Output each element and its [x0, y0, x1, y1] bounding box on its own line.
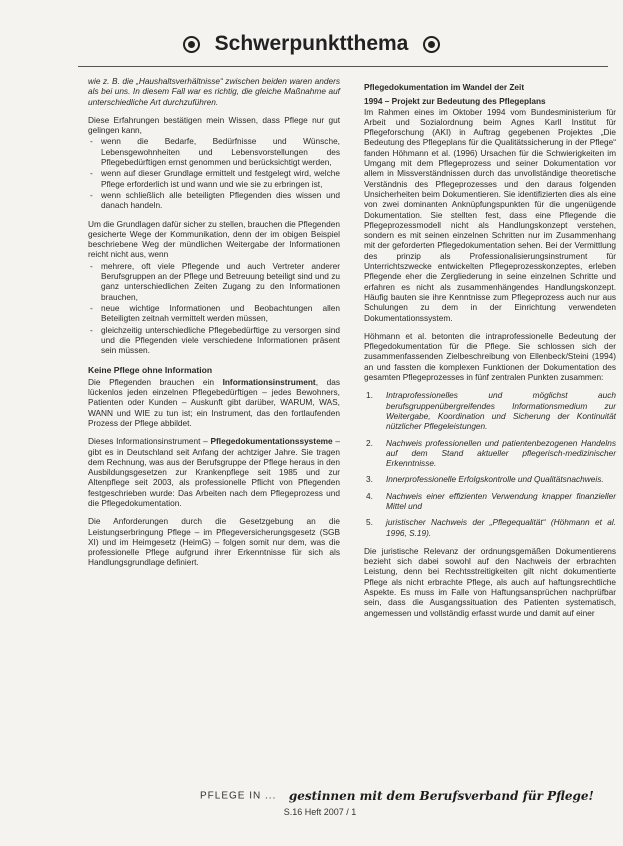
bullet-list	[88, 261, 340, 356]
list-item: 4. Nachweis einer effizienten Verwendung knapper finanzieller Mittel und	[366, 490, 616, 511]
list-item: 1. Intraprofessionelles und möglichst auch berufsgruppenübergreifendes Informationsmedium zur Weitergabe, Koordination und Sicherung der Kontinuität nützlicher Pflegeleistungen.	[366, 390, 616, 432]
item-text: juristischer Nachweis der „Pflegequalität“ (Höhmann et al. 1996, S.19).	[386, 517, 616, 538]
paragraph: Im Rahmen eines im Oktober 1994 vom Bundesministerium für Arbeit und Sozialordnung beim Agnes Karll Institut für Pflegeforschung (AKI) in Auftrag gegebenen Projektes „Die Bedeutung des Pflegeplans für die Qualitätssicherung in der Pflege“ fanden Höhmann et al. (1996) Ursachen für die Schwierigkeiten im Umgang mit dem Pflegeprozess und seiner Dokumentation vor allem in Missverständnissen durch das unvollständige theoretische Verständnis des Pflegeprozesses und den daraus folgenden Unsicherheiten beim Dokumentieren. Sie identifizierten dies als eine von zwei dominanten Anknüpfungspunkten für die ungenügende Dokumentation. Sie stellten fest, dass eine Pflegende die Pflegeprozessmodell nicht als Handlungskonzept verstehen, sondern es mit seinen einzelnen Schritten nur im Zusammenhang mit der geforderten Pflegedokumentation sehen. Bei der Vermittlung des prinzip als Professionalisierungsinstrument für Unterrichtszwecke entwickelten Pflegeprozesskonzeptes, erleben Pflegende eher die Zergliederung in seine einzelnen Schritte und erfahren es nicht als zusammenhängendes Handlungskonzept. Häufig bauten sie ihre Kenntnisse zum Pflegeprozess auch nur aus Schulungen zu dem in der Einrichtung verwendeten Dokumentationssystem.	[364, 106, 616, 323]
target-icon	[183, 36, 200, 53]
text: Die Pflegenden brauchen ein	[88, 376, 223, 387]
intro-paragraph: wie z. B. die „Haushaltsverhältnisse“ zwischen beiden waren anders als bei uns. In diesem Fall war es richtig, die gleiche Maßnahme auf unterschiedliche Art durchzuführen.	[88, 76, 340, 107]
list-item: - neue wichtige Informationen und Beobachtungen allen Beteiligten zeitnah vermittelt werden müssen,	[88, 303, 340, 324]
paragraph: Um die Grundlagen dafür sicher zu stellen, brauchen die Pflegenden gesicherte Wege der Kommunikation, denn der im obigen Beispiel beschriebene Weg der mündlichen Weitergabe der Informationen reicht nicht aus, wenn	[88, 218, 340, 260]
left-column	[88, 76, 340, 576]
heading: Pflegedokumentation im Wandel der Zeit	[364, 82, 525, 92]
page-header	[0, 32, 623, 60]
text: – gibt es in Deutschland seit Anfang der achtziger Jahre. Sie tragen dem Rechnung, was aus der Berufsgruppe der Pflege heraus in den Ausbildungsgesetzen zur Krankenpflege seit 1985 und zur Altenpflege seit 2003, als professionelle Pflicht von Pflegenden festgeschrieben wurde: Das Arbeiten nach dem Pflegeprozess und die Pflegedokumentation.	[88, 436, 340, 508]
page-number: S.16 Heft 2007 / 1	[283, 807, 357, 817]
list-item: 3. Innerprofessionelle Erfolgskontrolle und Qualitätsnachweis.	[366, 474, 604, 485]
list-item: - wenn auf dieser Grundlage ermittelt und festgelegt wird, welche Pflege erforderlich ist und wann und wie sie zu erbringen ist,	[88, 168, 340, 189]
subheading: Keine Pflege ohne Information	[88, 365, 213, 376]
paragraph: Die Anforderungen durch die Gesetzgebung an die Leistungserbringung Pflege – im Pflegeversicherungsgesetz (SGB XI) und im Heimgesetz (HeimG) – folgen somit nur dem, was die professionelle Pflege aufgrund ihrer Erkenntnisse für sich als Handlungsgrundlage definiert.	[88, 516, 340, 568]
subheading: 1994 – Projekt zur Bedeutung des Pflegeplans	[364, 96, 546, 107]
paragraph	[88, 377, 340, 428]
list-item: - gleichzeitig unterschiedliche Pflegebedürftige zu versorgen sind und die Pflegenden viele verschiedene Informationen präsent sein müssen.	[88, 325, 340, 356]
list-item: 2. Nachweis professionellen und patientenbezogenen Handelns auf dem Stand aktueller pflegerisch-medizinischer Erkenntnisse.	[366, 437, 616, 469]
list-item: 5. juristischer Nachweis der „Pflegequalität“ (Höhmann et al. 1996, S.19).	[366, 517, 616, 538]
right-column	[364, 82, 616, 626]
paragraph: Die juristische Relevanz der ordnungsgemäßen Dokumentierens bezieht sich dabei sowohl auf den Nachweis der erbrachten Leistung, denn bei Rechtsstreitigkeiten gilt nicht dokumentierte Pflege als nicht erbrachte Pflege, als auch auf haftungsrechtliche Aspekte. Es muss im Falle von Haftungsansprüchen nachprüfbar sein, dass die Ausgangssituation des Patienten systematisch, angemessen und vollständig erfasst wurde und damit auf einer	[364, 545, 616, 618]
footer	[200, 787, 594, 807]
numbered-list	[364, 390, 616, 538]
item-text: Intraprofessionelles und möglichst auch berufsgruppenübergreifendes Informationsmedium zur Weitergabe, Koordination und Sicherung der Kontinuität nützlicher Pflegeleistungen.	[386, 390, 616, 432]
bold-term: Informationsinstrument	[222, 376, 316, 387]
item-text: Nachweis professionellen und patientenbezogenen Handelns auf dem Stand aktueller pflegerisch-medizinischer Erkenntnisse.	[386, 437, 616, 469]
paragraph: Höhmann et al. betonten die intraprofessionelle Bedeutung der Pflegedokumentation für die Pflege. Sie schlossen sich der zusammenfassenden Zielbeschreibung von Ellenbeck/Steini (1994) an und fassten die komplexen Funktionen der Dokumentation des gesamten Pflegeprozesses in fünf zentralen Punkten zusammen:	[364, 330, 616, 383]
list-item: - wenn die Bedarfe, Bedürfnisse und Wünsche, Lebensgewohnheiten und Lebensvorstellungen des Pflegebedürftigen ernst genommen und berücksichtigt werden,	[88, 136, 340, 167]
text: , das lückenlos jeden einzelnen Pflegebedürftigen – jedes Bewohners, Patienten oder Kunden – Auskunft gibt darüber, WARUM, WAS, WANN und WIE zu tun ist; ein Instrument, das den fortlaufenden Prozess der Pflege abbildet.	[88, 376, 340, 428]
list-item: - wenn schließlich alle beteiligten Pflegenden dies wissen und danach handeln.	[88, 190, 340, 211]
handwritten-slogan: gestinnen mit dem Berufsverband für Pflege!	[288, 788, 594, 803]
bullet-list	[88, 136, 340, 210]
section-title: Schwerpunktthema	[214, 32, 409, 55]
magazine-name: PFLEGE IN ...	[200, 790, 277, 802]
paragraph	[88, 436, 340, 508]
list-item: - mehrere, oft viele Pflegende und auch Vertreter anderer Berufsgruppen an der Pflege und Betreuung beteiligt sind und zu ganz unterschiedlichen Zeiten Zugang zu den Informationen brauchen,	[88, 261, 340, 302]
paragraph: Diese Erfahrungen bestätigen mein Wissen, dass Pflege nur gut gelingen kann,	[88, 114, 340, 136]
bold-term: Pflegedokumentationssysteme	[210, 436, 333, 447]
item-text: Innerprofessionelle Erfolgskontrolle und Qualitätsnachweis.	[386, 474, 604, 485]
header-rule	[78, 66, 608, 67]
item-text: Nachweis einer effizienten Verwendung knapper finanzieller Mittel und	[386, 490, 616, 511]
text: Dieses Informationsinstrument –	[88, 436, 211, 447]
target-icon	[423, 36, 440, 53]
